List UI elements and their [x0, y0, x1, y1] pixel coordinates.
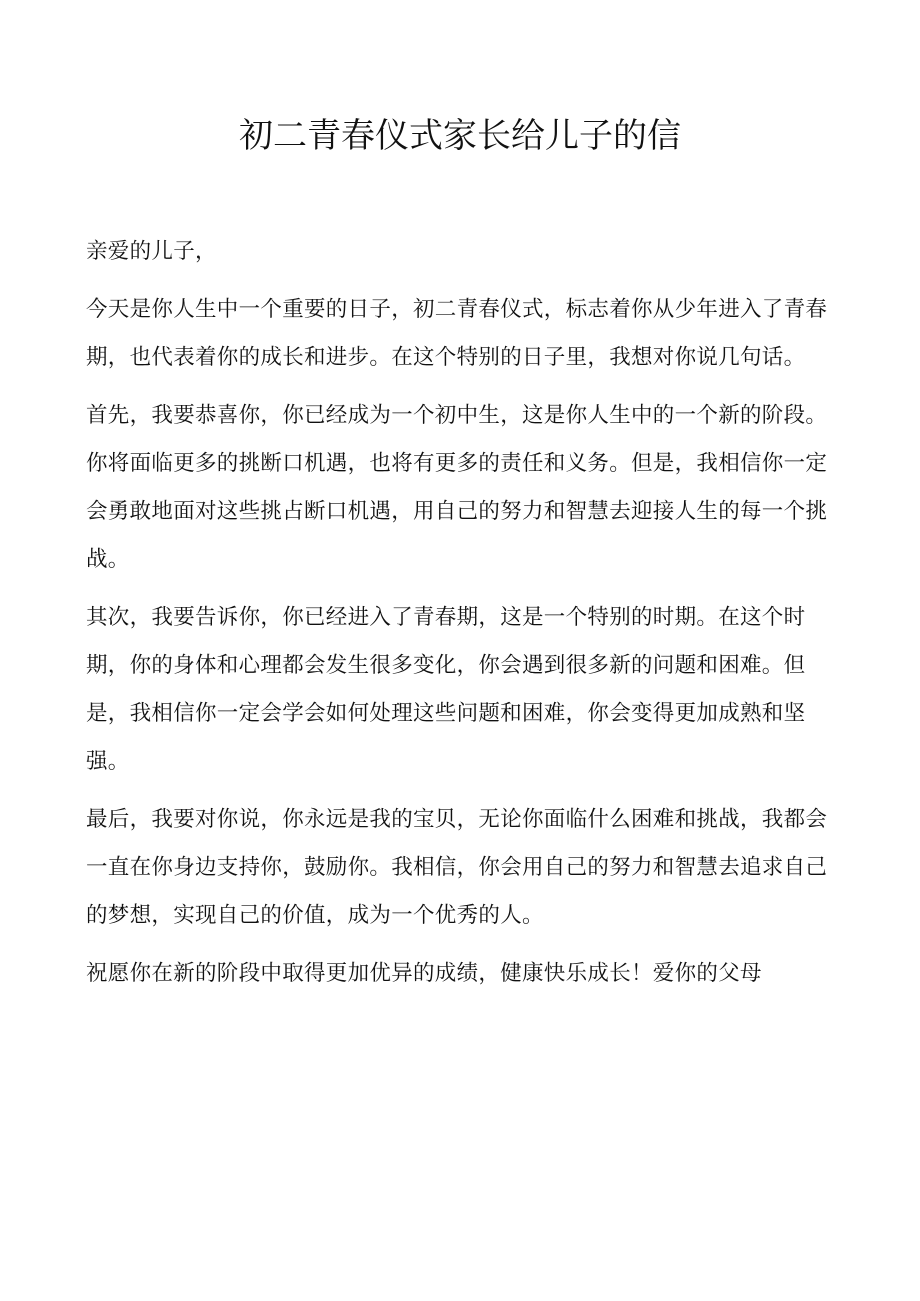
letter-greeting: 亲爱的儿子， — [86, 239, 217, 264]
paragraph-second: 其次，我要告诉你，你已经进入了青春期，这是一个特别的时期。在这个时期，你的身体和心理都会发生很多变化，你会遇到很多新的问题和困难。但是，我相信你一定会学会如何处理这些问题和困难，你会变得更加成熟和坚强。 — [86, 605, 806, 774]
letter-body — [86, 228, 846, 1008]
paragraph-first: 首先，我要恭喜你，你已经成为一个初中生，这是你人生中的一个新的阶段。你将面临更多的挑断口机遇，也将有更多的责任和义务。但是，我相信你一定会勇敢地面对这些挑占断口机遇，用自己的努力和智慧去迎接人生的每一个挑战。 — [86, 403, 828, 572]
document-title: 初二青春仪式家长给儿子的信 — [239, 116, 681, 156]
paragraph-intro: 今天是你人生中一个重要的日子，初二青春仪式，标志着你从少年进入了青春期，也代表着你的成长和进步。在这个特别的日子里，我想对你说几句话。 — [86, 297, 828, 370]
paragraph-closing: 祝愿你在新的阶段中取得更加优异的成绩，健康快乐成长！爱你的父母 — [86, 961, 762, 986]
paragraph-last: 最后，我要对你说，你永远是我的宝贝，无论你面临什么困难和挑战，我都会一直在你身边支持你，鼓励你。我相信，你会用自己的努力和智慧去追求自己的梦想，实现自己的价值，成为一个优秀的人。 — [86, 807, 828, 928]
